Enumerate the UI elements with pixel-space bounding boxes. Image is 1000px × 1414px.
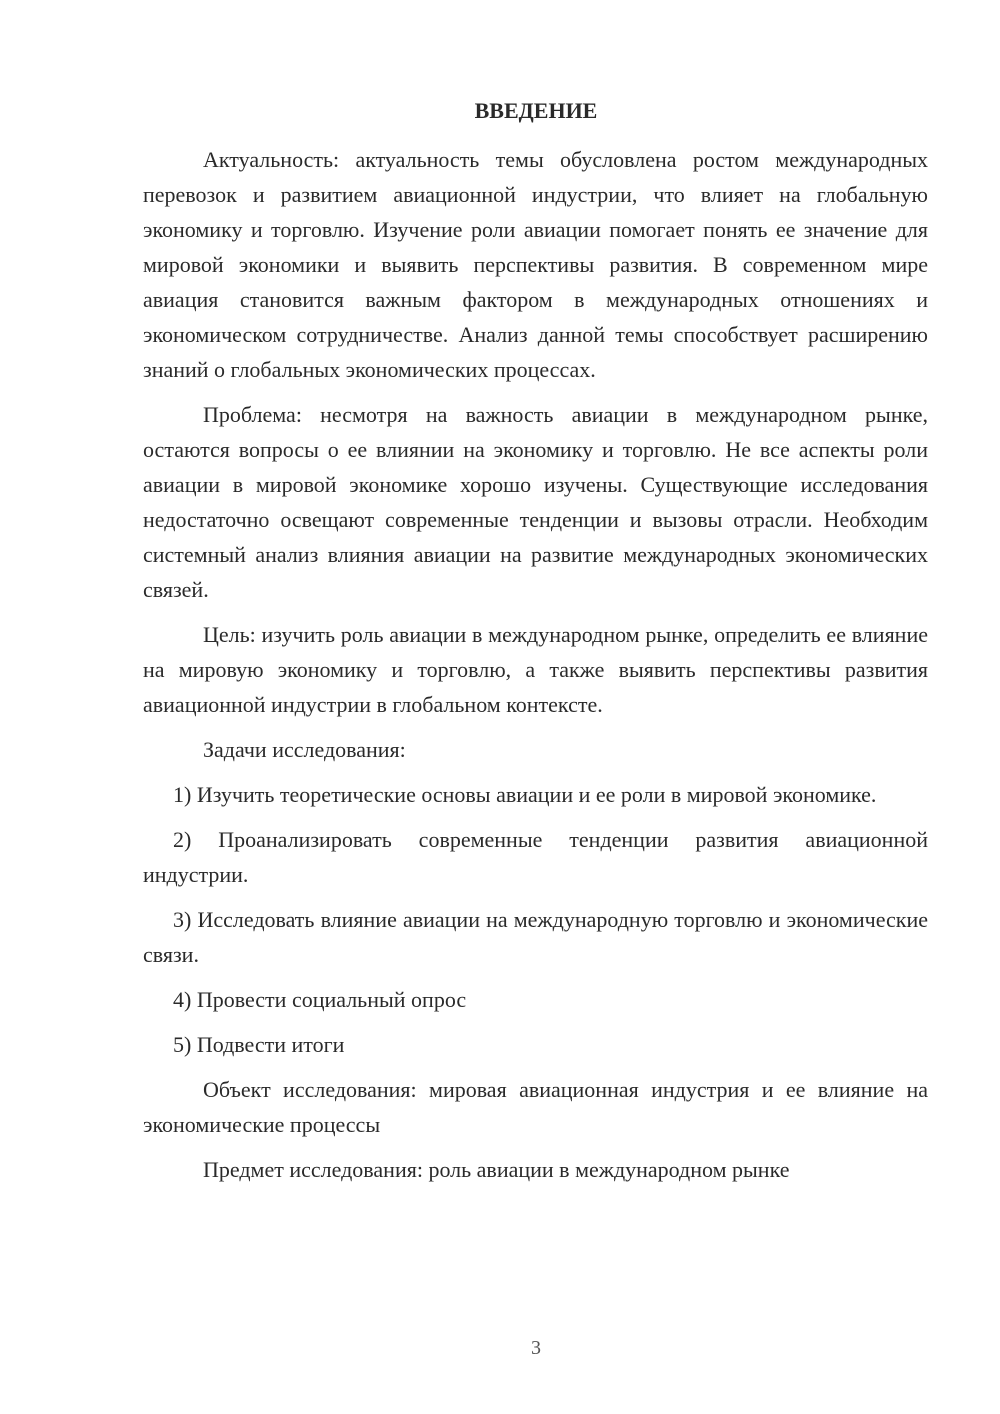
document-body [143, 142, 928, 1187]
task-item-5: 5) Подвести итоги [173, 1032, 345, 1057]
relevance-paragraph: Актуальность: актуальность темы обусловлена ростом международных перевозок и развитием авиационной индустрии, что влияет на глобальную экономику и торговлю. Изучение роли авиации помогает понять ее значение для мировой экономики и выявить перспективы развития. В современном мире авиация становится важным фактором в международных отношениях и экономическом сотрудничестве. Анализ данной темы способствует расширению знаний о глобальных экономических процессах. [143, 147, 928, 382]
subject-paragraph: Предмет исследования: роль авиации в международном рынке [203, 1157, 790, 1182]
page-number: 3 [531, 1337, 541, 1359]
object-paragraph: Объект исследования: мировая авиационная индустрия и ее влияние на экономические процессы [143, 1077, 928, 1137]
task-item-4: 4) Провести социальный опрос [173, 987, 467, 1012]
problem-paragraph: Проблема: несмотря на важность авиации в международном рынке, остаются вопросы о ее влиянии на экономику и торговлю. Не все аспекты роли авиации в мировой экономике хорошо изучены. Существующие исследования недостаточно освещают современные тенденции и вызовы отрасли. Необходим системный анализ влияния авиации на развитие международных экономических связей. [143, 402, 928, 602]
task-item-1: 1) Изучить теоретические основы авиации и ее роли в мировой экономике. [173, 782, 877, 807]
goal-paragraph: Цель: изучить роль авиации в международном рынке, определить ее влияние на мировую экономику и торговлю, а также выявить перспективы развития авиационной индустрии в глобальном контексте. [143, 622, 928, 717]
section-heading: ВВЕДЕНИЕ [474, 98, 598, 123]
tasks-title: Задачи исследования: [203, 737, 406, 762]
task-item-3: 3) Исследовать влияние авиации на международную торговлю и экономические связи. [143, 907, 928, 967]
task-item-2: 2) Проанализировать современные тенденции развития авиационной индустрии. [143, 827, 928, 887]
